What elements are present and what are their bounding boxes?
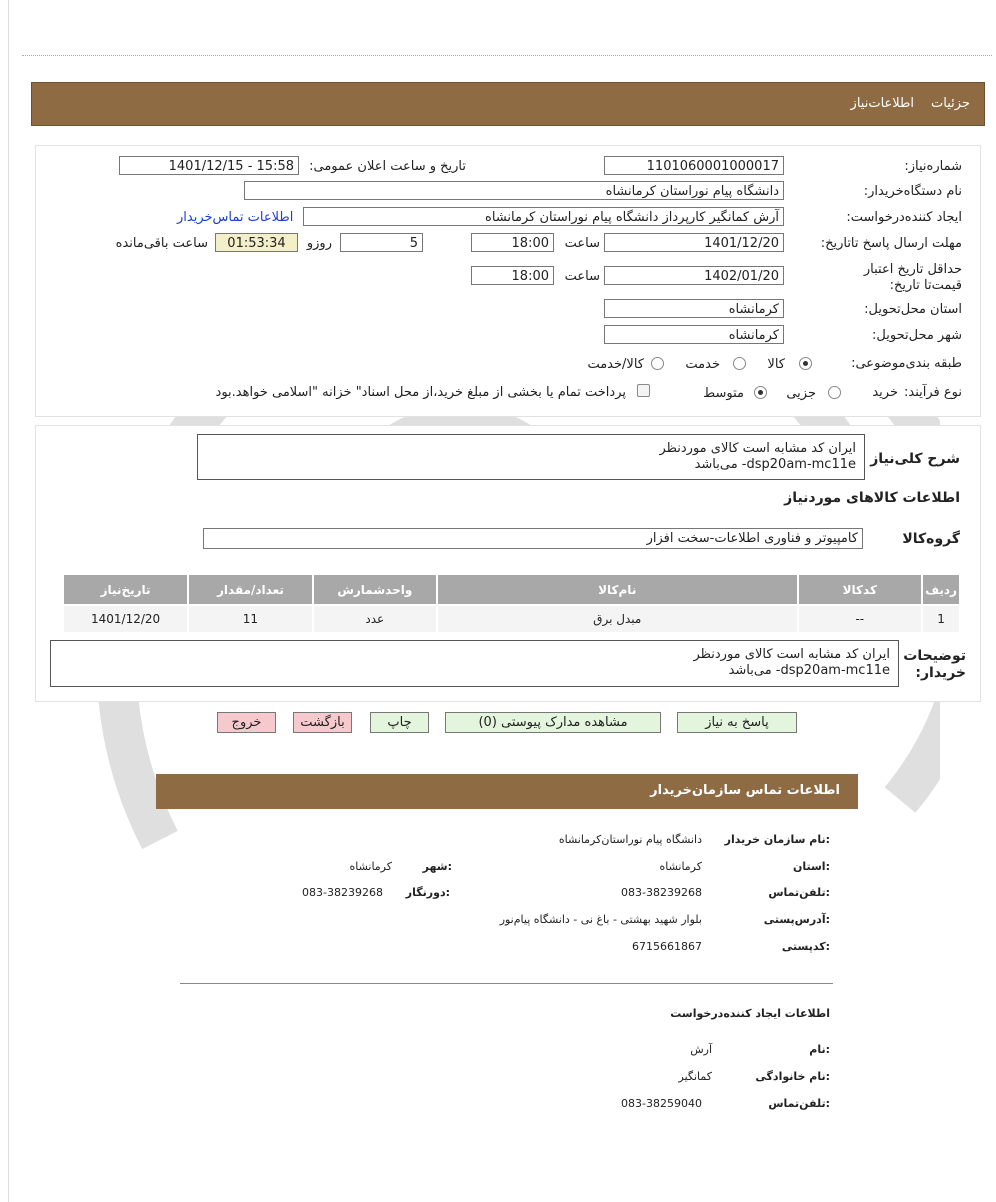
cell-need-date: 1401/12/20: [63, 605, 188, 633]
category-service-radio[interactable]: [733, 357, 746, 370]
contact-divider: [180, 983, 833, 984]
cell-unit: عدد: [313, 605, 437, 633]
buyer-notes-line-1: ایران کد مشابه است کالای موردنظر: [693, 647, 890, 662]
family-label: نام خانوادگی:: [755, 1070, 830, 1083]
province-contact-label: استان:: [792, 860, 830, 873]
org-value: دانشگاه پیام نوراستان‌کرمانشاه: [558, 833, 702, 846]
col-unit: واحدشمارش: [313, 574, 437, 605]
items-table: [62, 573, 961, 634]
process-minor-radio[interactable]: [828, 386, 841, 399]
page-left-border: [8, 0, 9, 1202]
validity-time-field: 18:00: [471, 266, 554, 285]
requester-label: ایجاد کننده‌درخواست:: [846, 210, 962, 225]
deadline-label: مهلت ارسال پاسخ تا‌تاریخ:: [820, 236, 962, 251]
exit-button[interactable]: خروج: [217, 712, 276, 733]
days-label: روزو: [306, 236, 332, 251]
deadline-time-label: ساعت: [564, 236, 600, 251]
requester-field: آرش کمانگیر کارپرداز دانشگاه پیام نوراستان کرمانشاه: [303, 207, 784, 226]
process-medium-label: متوسط: [703, 386, 744, 401]
postal-value: 6715661867: [632, 940, 702, 953]
province-field: کرمانشاه: [604, 299, 784, 318]
remaining-time-field: 01:53:34: [215, 233, 298, 252]
validity-time-label: ساعت: [564, 269, 600, 284]
org-label: نام سازمان خریدار:: [724, 833, 830, 846]
address-value: بلوار شهید بهشتی - باغ نی - دانشگاه پیام‌نور: [499, 913, 702, 926]
attachments-button[interactable]: مشاهده مدارک پیوستی (0): [445, 712, 661, 733]
deadline-time-field: 18:00: [471, 233, 554, 252]
category-label: طبقه بندی‌موضوعی:: [851, 356, 962, 371]
reply-button[interactable]: پاسخ به نیاز: [677, 712, 797, 733]
postal-label: کدپستی:: [781, 940, 830, 953]
treasury-payment-note: پرداخت تمام یا بخشی از مبلغ خرید،از محل اسناد" خزانه "اسلامی خواهد.بود: [215, 385, 626, 400]
col-need-date: تاریخ‌نیاز: [63, 574, 188, 605]
details-header: [31, 82, 985, 126]
fax-label: دورنگار:: [405, 886, 450, 899]
col-quantity: تعداد/مقدار: [188, 574, 313, 605]
phone-label: تلفن‌تماس:: [768, 886, 830, 899]
city-contact-label: شهر:: [422, 860, 452, 873]
treasury-payment-checkbox[interactable]: [637, 384, 650, 397]
city-contact-value: کرمانشاه: [349, 860, 392, 873]
need-number-label: شماره‌نیاز:: [904, 159, 962, 174]
phone-value: 083-38239268: [621, 886, 702, 899]
cell-item-name: مبدل برق: [437, 605, 798, 633]
back-button[interactable]: بازگشت: [293, 712, 352, 733]
cell-row: 1: [922, 605, 960, 633]
category-goods-label: کالا: [767, 357, 785, 372]
remaining-label: ساعت باقی‌مانده: [115, 236, 208, 251]
description-line-2: dsp20am-mc11e- می‌باشد: [694, 457, 856, 472]
address-label: آدرس‌پستی:: [763, 913, 830, 926]
need-number-field: 1101060001000017: [604, 156, 784, 175]
buyer-notes-label: توضیحات خریدار:: [903, 648, 966, 681]
items-title: اطلاعات کالاهای موردنیاز: [784, 490, 960, 506]
name-value: آرش: [690, 1043, 712, 1056]
col-item-name: نام‌کالا: [437, 574, 798, 605]
tab-details[interactable]: جزئیات: [931, 96, 970, 111]
description-label: شرح کلی‌نیاز: [870, 451, 960, 467]
buyer-notes-field: [50, 640, 899, 687]
buyer-org-label: نام دستگاه‌خریدار:: [863, 184, 962, 199]
process-label: نوع فرآیند:: [904, 385, 962, 400]
announce-label: تاریخ و ساعت اعلان عمومی:: [309, 159, 466, 174]
description-field: [197, 434, 865, 480]
validity-date-field: 1402/01/20: [604, 266, 784, 285]
cell-item-code: --: [798, 605, 923, 633]
description-line-1: ایران کد مشابه است کالای موردنظر: [659, 441, 856, 456]
col-item-code: کدکالا: [798, 574, 923, 605]
creator-phone-value: 083-38259040: [621, 1097, 702, 1110]
deadline-date-field: 1401/12/20: [604, 233, 784, 252]
table-row: [63, 605, 960, 633]
col-row: ردیف: [922, 574, 960, 605]
category-both-label: کالا/خدمت: [587, 357, 644, 372]
family-value: کمانگیر: [678, 1070, 712, 1083]
category-both-radio[interactable]: [651, 357, 664, 370]
announce-field: 1401/12/15 - 15:58: [119, 156, 299, 175]
creator-title: اطلاعات ایجاد کننده‌درخواست: [670, 1007, 830, 1020]
items-table-header: [63, 574, 960, 605]
group-field: کامپیوتر و فناوری اطلاعات-سخت افزار: [203, 528, 863, 549]
name-label: نام:: [809, 1043, 830, 1056]
buyer-contact-link[interactable]: اطلاعات تماس‌خریدار: [177, 210, 294, 225]
category-goods-radio[interactable]: [799, 357, 812, 370]
category-service-label: خدمت: [685, 357, 720, 372]
fax-value: 083-38239268: [302, 886, 383, 899]
buyer-notes-line-2: dsp20am-mc11e- می‌باشد: [728, 663, 890, 678]
group-label: گروه‌کالا: [902, 531, 960, 547]
process-minor-label: جزیی: [786, 386, 816, 401]
city-label: شهر محل‌تحویل:: [872, 328, 962, 343]
process-medium-radio[interactable]: [754, 386, 767, 399]
contact-header: [156, 774, 858, 809]
process-buy-label: خرید: [872, 385, 898, 400]
buyer-org-field: دانشگاه پیام نوراستان کرمانشاه: [244, 181, 784, 200]
cell-quantity: 11: [188, 605, 313, 633]
contact-title: اطلاعات تماس سازمان‌خریدار: [650, 783, 840, 798]
creator-phone-label: تلفن‌تماس:: [768, 1097, 830, 1110]
province-contact-value: کرمانشاه: [659, 860, 702, 873]
print-button[interactable]: چاپ: [370, 712, 429, 733]
validity-label: حداقل تاریخ اعتبار قیمت‌تا تاریخ:: [863, 262, 962, 293]
province-label: استان محل‌تحویل:: [864, 302, 962, 317]
days-field: 5: [340, 233, 423, 252]
tab-need-info[interactable]: اطلاعات‌نیاز: [850, 96, 914, 111]
city-field: کرمانشاه: [604, 325, 784, 344]
top-divider: [22, 55, 992, 56]
